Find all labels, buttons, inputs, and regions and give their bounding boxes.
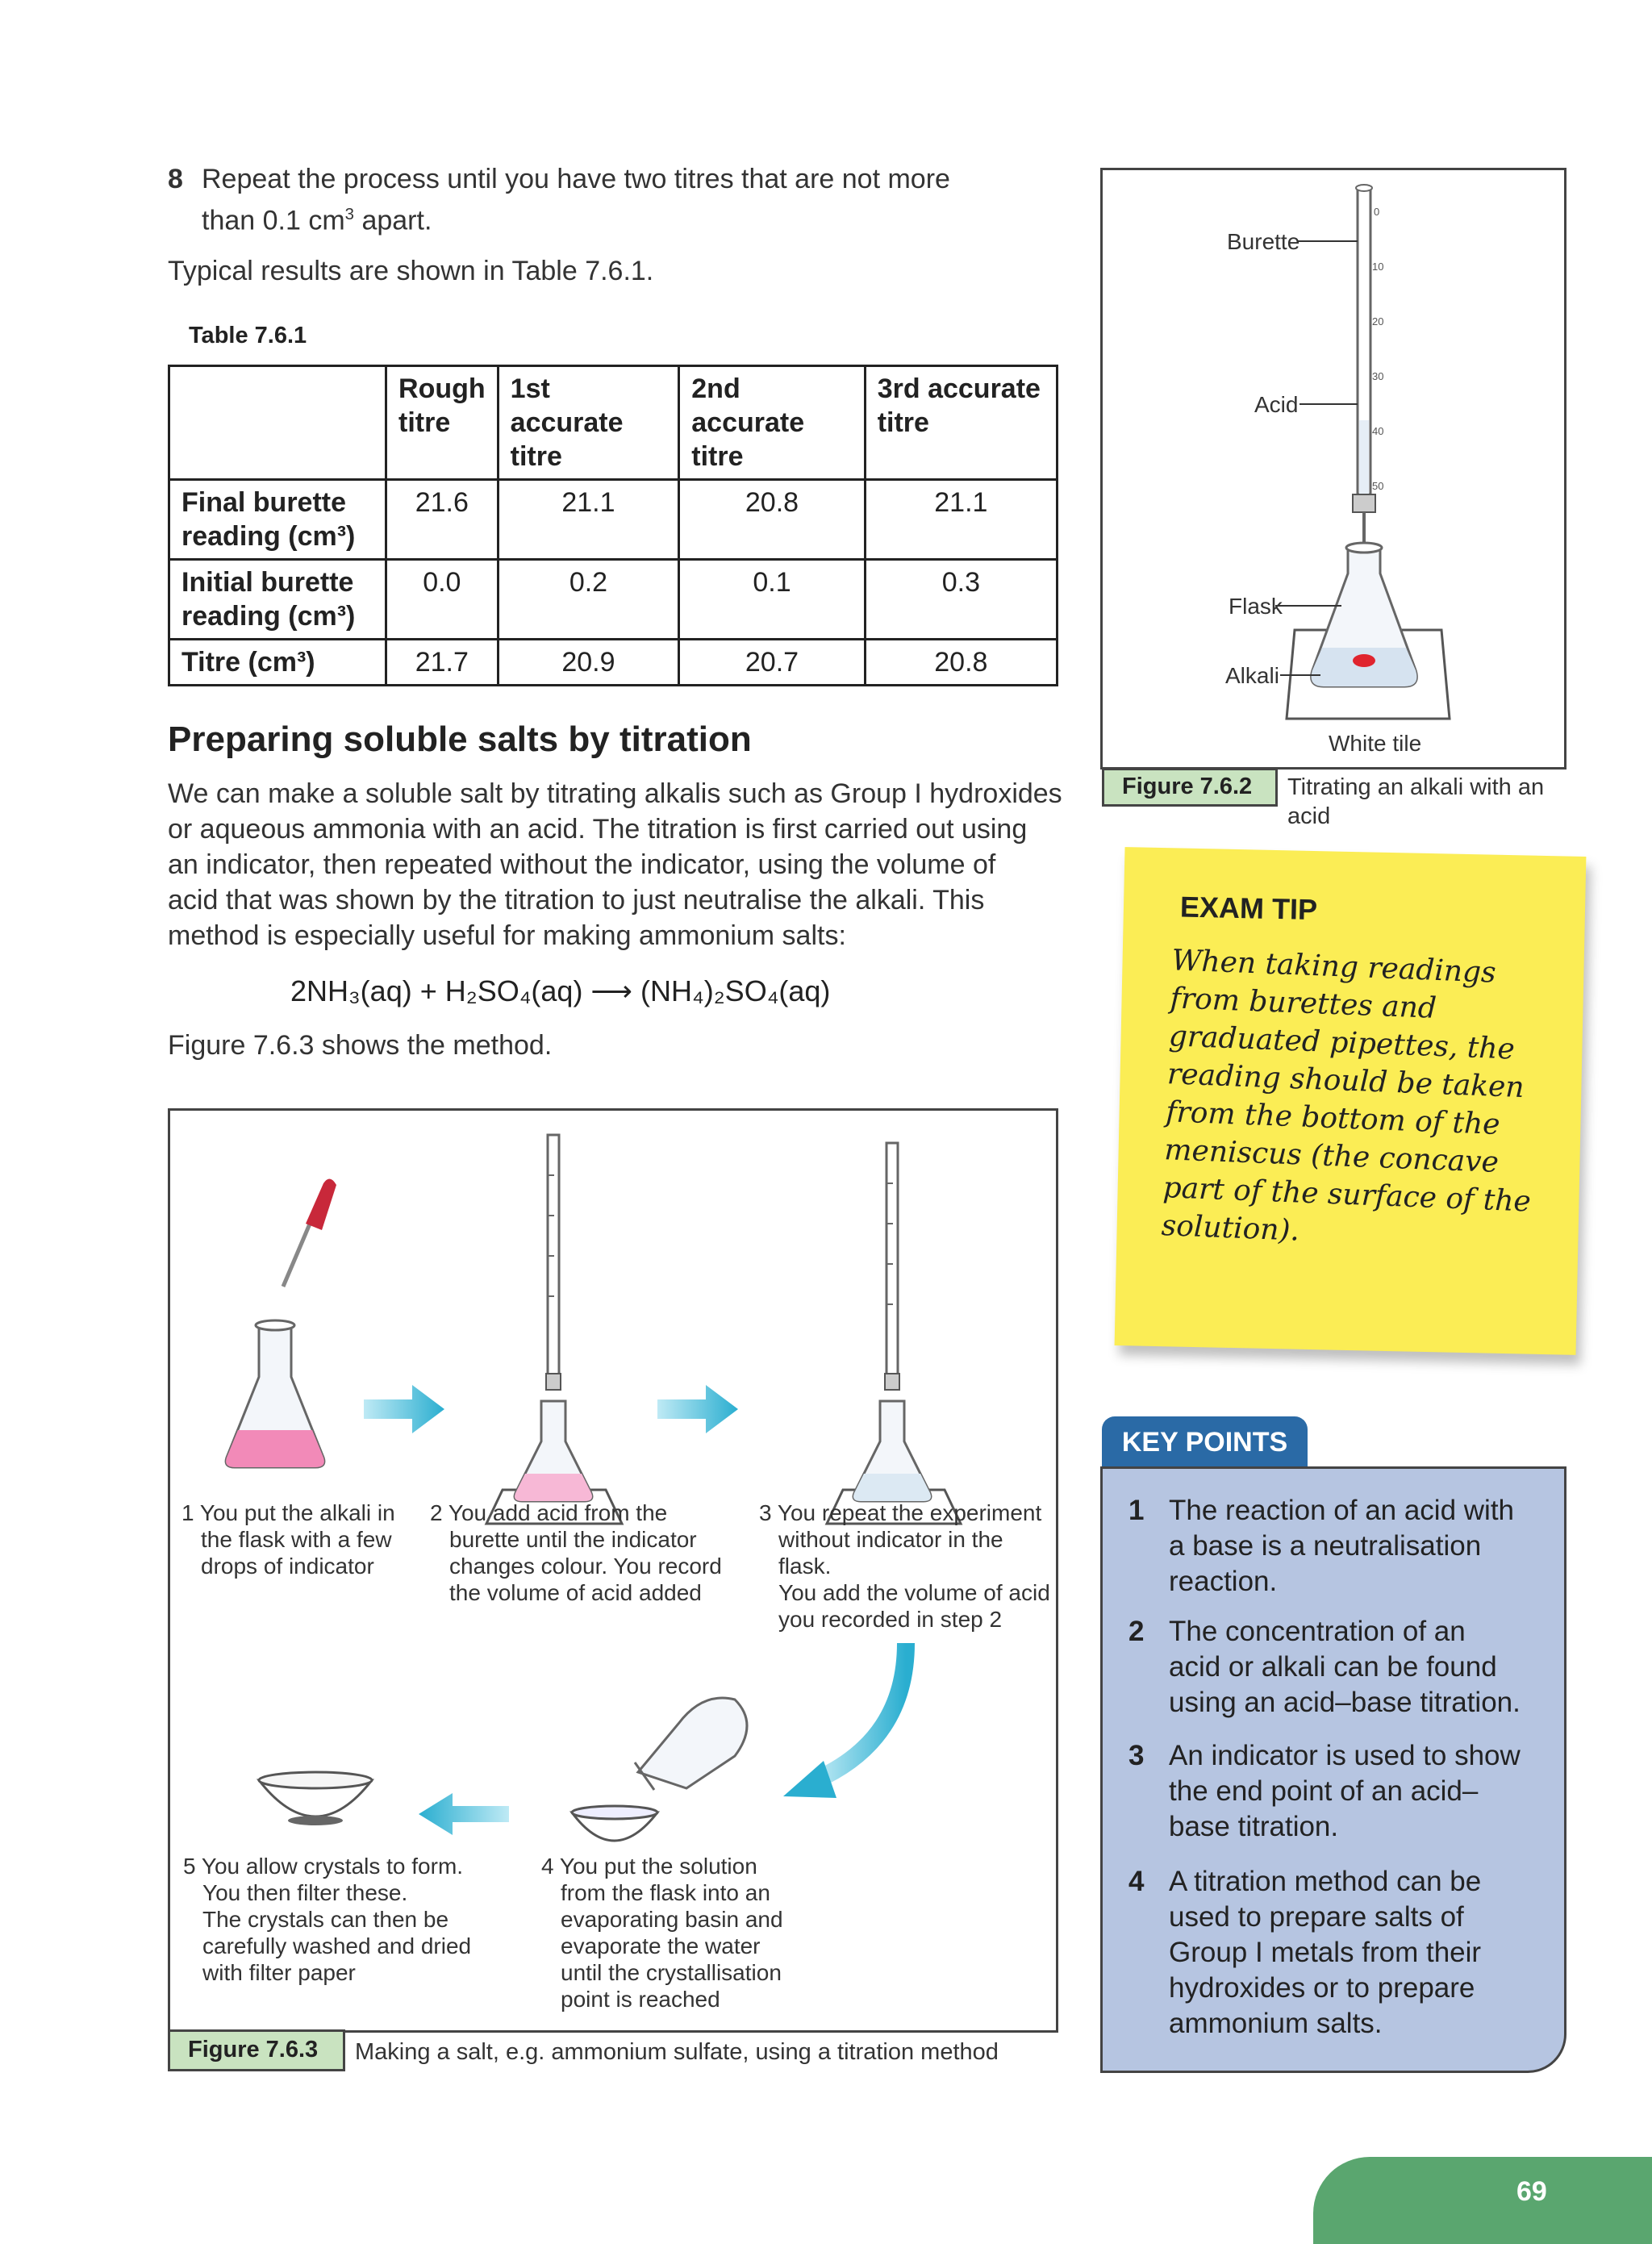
page-number-tab xyxy=(1313,2157,1652,2244)
results-table xyxy=(168,365,1058,686)
key-point-text: The reaction of an acid with a base is a neutralisation reaction. xyxy=(1169,1495,1515,1597)
caption-line: point is reached xyxy=(561,1987,720,2012)
tick-label: 0 xyxy=(1374,206,1380,218)
tick-label: 10 xyxy=(1372,261,1384,273)
table-caption: Table 7.6.1 xyxy=(189,323,307,348)
key-point-text: The concentration of an acid or alkali can be found using an acid–base titration. xyxy=(1169,1616,1521,1718)
tip-line: part of the surface of the xyxy=(1162,1171,1532,1219)
row-header xyxy=(169,560,386,640)
caption-line: until the crystallisation xyxy=(561,1960,782,1985)
caption-line: 3 You repeat the experiment xyxy=(759,1500,1042,1525)
column-header xyxy=(498,366,679,480)
table-cell: 0.3 xyxy=(865,560,1057,640)
step-caption-2 xyxy=(430,1499,736,1606)
step-line-1: Repeat the process until you have two titres that are not more xyxy=(202,164,950,194)
tip-line: from the bottom of the xyxy=(1165,1095,1501,1142)
row-header-line: reading (cm³) xyxy=(181,601,356,632)
key-point-number: 1 xyxy=(1128,1495,1145,1526)
column-header xyxy=(865,366,1057,480)
row-header xyxy=(169,480,386,560)
table-row xyxy=(169,640,1058,686)
table-cell: 0.2 xyxy=(498,560,679,640)
burette-icon xyxy=(546,1135,561,1390)
evaporating-basin-icon xyxy=(572,1806,657,1841)
table-cell: 0.0 xyxy=(386,560,499,640)
column-header-line: 1st accurate xyxy=(510,373,624,438)
arrow-left-icon xyxy=(419,1793,509,1835)
figure-7-6-2 xyxy=(1100,168,1566,770)
section-heading: Preparing soluble salts by titration xyxy=(168,719,752,759)
caption-line: 1 You put the alkali in xyxy=(181,1500,395,1525)
column-header-line: titre xyxy=(877,407,929,438)
exam-tip-text xyxy=(1161,941,1551,1259)
step-caption-4 xyxy=(541,1853,807,2013)
body-line: method is especially useful for making ammonium salts: xyxy=(168,920,846,951)
caption-line: without indicator in the flask. xyxy=(778,1527,1003,1579)
body-line: acid that was shown by the titration to just neutralise the alkali. This xyxy=(168,885,985,916)
body-line: We can make a soluble salt by titrating alkalis such as Group I hydroxides xyxy=(168,778,1062,809)
table-cell: 21.1 xyxy=(865,480,1057,560)
label-acid: Acid xyxy=(1254,392,1299,417)
arrow-right-icon xyxy=(364,1385,444,1433)
row-header: Titre (cm³) xyxy=(169,640,386,686)
label-alkali: Alkali xyxy=(1225,663,1279,688)
section-body xyxy=(168,776,1063,953)
tip-line: reading should be taken xyxy=(1166,1057,1525,1105)
key-point-text: An indicator is used to show the end point of an acid–base titration. xyxy=(1169,1740,1521,1842)
curved-arrow-icon xyxy=(783,1643,906,1798)
typical-results-text: Typical results are shown in Table 7.6.1. xyxy=(168,256,654,286)
column-header-line: 3rd accurate xyxy=(877,373,1041,404)
tip-line: When taking readings xyxy=(1170,944,1497,990)
figure-caption-line-1: Titrating an alkali with an xyxy=(1287,774,1545,800)
caption-line: carefully washed and dried xyxy=(202,1933,472,1958)
table-cell: 21.1 xyxy=(498,480,679,560)
conical-flask-icon xyxy=(1312,543,1417,686)
figure-reference: Figure 7.6.3 shows the method. xyxy=(168,1030,553,1061)
figure-7-6-3 xyxy=(168,1108,1058,2033)
page-number: 69 xyxy=(1516,2176,1547,2207)
caption-line: drops of indicator xyxy=(201,1554,374,1579)
row-header-line: reading (cm³) xyxy=(181,521,356,552)
step-caption-1 xyxy=(181,1499,407,1579)
arrow-right-icon xyxy=(657,1385,738,1433)
caption-line: 2 You add acid from the xyxy=(430,1500,668,1525)
caption-line: changes colour. You record xyxy=(449,1554,722,1579)
caption-line: 5 You allow crystals to form. xyxy=(183,1854,464,1879)
table-corner-cell xyxy=(169,366,386,480)
tick-label: 40 xyxy=(1372,425,1384,437)
burette-scale xyxy=(1372,206,1383,492)
burette-setup-diagram xyxy=(1103,170,1564,767)
tick-label: 50 xyxy=(1372,480,1384,492)
figure-caption-line-2: acid xyxy=(1287,803,1331,829)
label-flask: Flask xyxy=(1229,594,1283,619)
step-line-2-sup: 3 xyxy=(344,206,354,223)
column-header-line: titre xyxy=(398,407,451,438)
step-line-2-pre: than 0.1 cm xyxy=(202,205,345,236)
column-header-line: Rough xyxy=(398,373,486,404)
table-cell: 21.6 xyxy=(386,480,499,560)
caption-line: burette until the indicator xyxy=(449,1527,697,1552)
exam-tip-note xyxy=(1115,847,1587,1355)
step-text xyxy=(202,161,1016,238)
caption-line: You add the volume of acid xyxy=(778,1580,1050,1605)
table-cell: 20.7 xyxy=(679,640,865,686)
key-point-number: 4 xyxy=(1128,1866,1145,1897)
step-caption-5 xyxy=(183,1853,490,1986)
tick-label: 20 xyxy=(1372,315,1384,327)
step-caption-3 xyxy=(759,1499,1058,1633)
body-line: an indicator, then repeated without the indicator, using the volume of xyxy=(168,849,996,880)
step-line-2 xyxy=(202,197,1016,238)
tip-line: meniscus (the concave xyxy=(1163,1133,1500,1179)
table-cell: 0.1 xyxy=(679,560,865,640)
caption-line: evaporate the water xyxy=(561,1933,761,1958)
tip-line: from burettes and xyxy=(1169,982,1437,1025)
table-cell: 20.8 xyxy=(865,640,1057,686)
key-point-text: A titration method can be used to prepare salts of Group I metals from their hydroxides or to prepare ammonium salts. xyxy=(1169,1866,1482,2039)
table-cell: 21.7 xyxy=(386,640,499,686)
tip-line: graduated pipettes, the xyxy=(1168,1020,1516,1066)
figure-label: Figure 7.6.2 xyxy=(1102,768,1278,807)
body-line: or aqueous ammonia with an acid. The titration is first carried out using xyxy=(168,814,1028,845)
caption-line: 4 You put the solution xyxy=(541,1854,757,1879)
label-burette: Burette xyxy=(1227,229,1300,254)
caption-line: you recorded in step 2 xyxy=(778,1607,1003,1632)
dropper-icon xyxy=(283,1178,336,1287)
tick-label: 30 xyxy=(1372,370,1384,382)
key-points-box xyxy=(1100,1466,1566,2073)
burette-icon xyxy=(885,1143,899,1390)
caption-line: with filter paper xyxy=(202,1960,356,1985)
column-header-line: titre xyxy=(510,441,562,472)
figure-label: Figure 7.6.3 xyxy=(168,2029,345,2071)
row-header-line: Initial burette xyxy=(181,567,354,598)
label-white-tile: White tile xyxy=(1329,731,1422,756)
caption-line: evaporating basin and xyxy=(561,1907,783,1932)
key-point-number: 3 xyxy=(1128,1740,1145,1771)
table-header-row xyxy=(169,366,1058,480)
caption-line: the flask with a few xyxy=(201,1527,392,1552)
figure-caption: Making a salt, e.g. ammonium sulfate, using a titration method xyxy=(355,2039,999,2065)
crystal-basin-icon xyxy=(259,1772,372,1825)
table-row xyxy=(169,480,1058,560)
exam-tip-title: EXAM TIP xyxy=(1179,890,1318,927)
key-points-title: KEY POINTS xyxy=(1102,1416,1308,1468)
table-cell: 20.9 xyxy=(498,640,679,686)
key-point-number: 2 xyxy=(1128,1616,1145,1647)
column-header-line: 2nd accurate xyxy=(691,373,805,438)
table-row xyxy=(169,560,1058,640)
caption-line: You then filter these. xyxy=(202,1880,408,1905)
column-header xyxy=(679,366,865,480)
chemical-equation: 2NH₃(aq) + H₂SO₄(aq) ⟶ (NH₄)₂SO₄(aq) xyxy=(290,974,831,1007)
caption-line: the volume of acid added xyxy=(449,1580,702,1605)
row-header-line: Final burette xyxy=(181,487,347,518)
step-number: 8 xyxy=(168,164,183,194)
burette-icon xyxy=(1353,185,1375,549)
caption-line: The crystals can then be xyxy=(202,1907,449,1932)
step-line-2-post: apart. xyxy=(354,205,432,236)
tip-line: solution). xyxy=(1161,1209,1300,1248)
table-cell: 20.8 xyxy=(679,480,865,560)
pouring-flask-icon xyxy=(635,1698,747,1790)
caption-line: from the flask into an xyxy=(561,1880,770,1905)
column-header-line: titre xyxy=(691,441,744,472)
column-header xyxy=(386,366,499,480)
flask-pink-icon xyxy=(226,1320,324,1467)
